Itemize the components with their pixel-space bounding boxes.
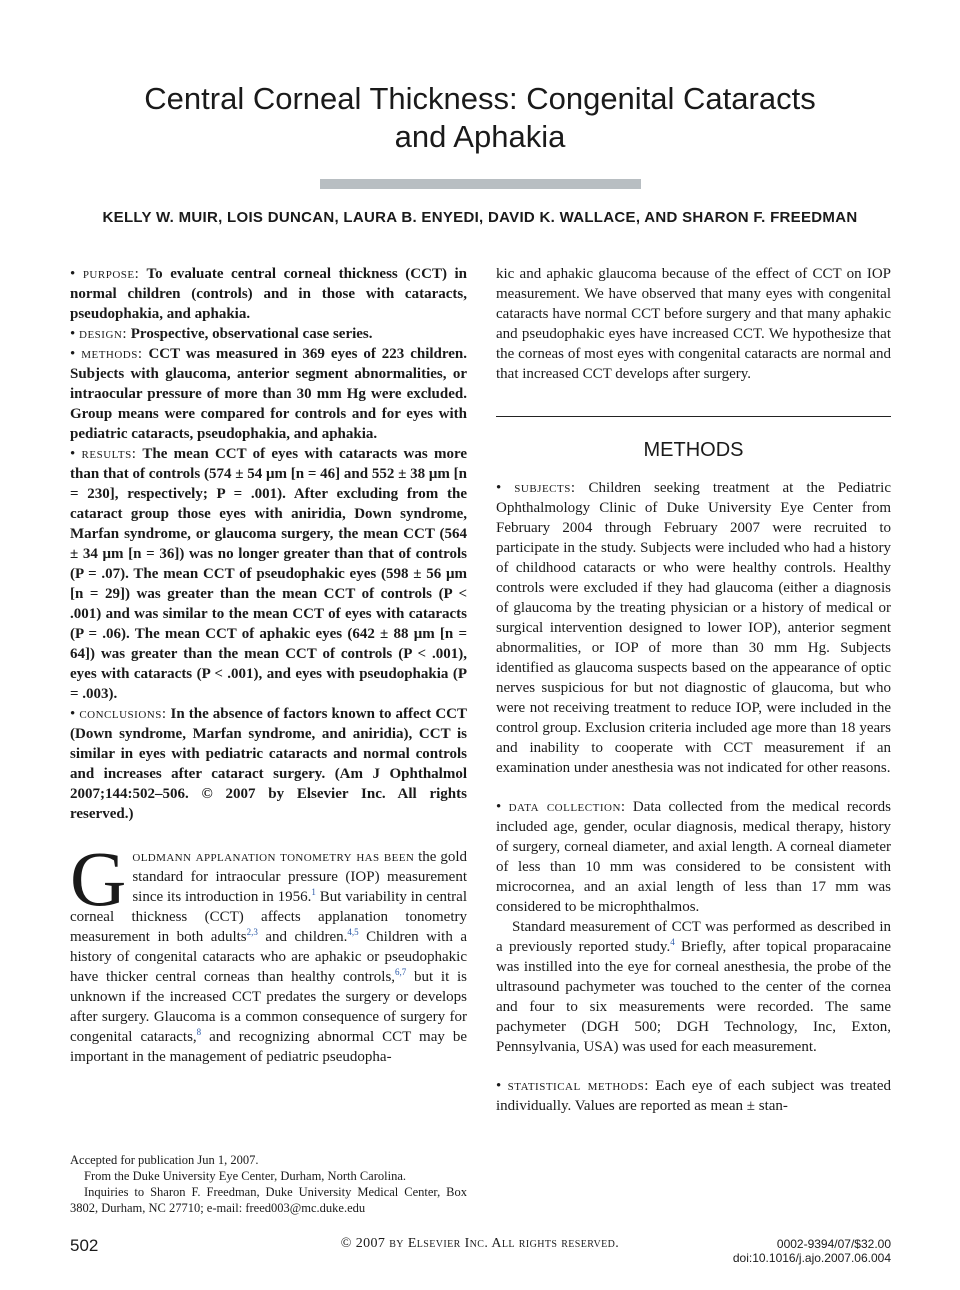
bullet-icon: •: [70, 346, 76, 362]
bullet-icon: •: [496, 799, 502, 815]
right-column: [496, 264, 891, 1116]
conclusions-label: conclusions:: [79, 706, 167, 722]
section-rule: [496, 416, 891, 417]
issn-price: 0002-9394/07/$32.00: [776, 1237, 891, 1251]
citation-link[interactable]: 6,7: [395, 967, 407, 977]
purpose-label: purpose:: [82, 266, 140, 282]
data-collection-label: data collection:: [508, 799, 626, 815]
footnote-inquiries: Inquiries to Sharon F. Freedman, Duke University Medical Center, Box 3802, Durham, NC 27710; e-mail: freed003@mc.duke.edu: [70, 1185, 467, 1215]
design-text: Prospective, observational case series.: [130, 326, 373, 342]
citation-link[interactable]: 4,5: [347, 927, 359, 937]
citation-link[interactable]: 1: [311, 887, 316, 897]
standard-text: Standard measurement of CCT was performed as described in a previously reported study.: [496, 919, 891, 955]
abstract-results: [70, 444, 467, 704]
copyright-line: © 2007 by Elsevier Inc. All rights reserved.: [340, 1236, 620, 1251]
article-title: [60, 80, 900, 156]
design-label: design:: [79, 326, 128, 342]
page-number: 502: [70, 1236, 99, 1255]
statistical-text: Each eye of each subject was treated individually. Values are reported as mean ± stan-: [496, 1078, 892, 1114]
intro-text: but it is unknown if the increased CCT predates the surgery or develops after surgery. Glaucoma is a common consequence of surgery for congenital cataracts,: [70, 969, 467, 1045]
bullet-icon: •: [70, 446, 76, 462]
title-line-2: and Aphakia: [394, 119, 566, 154]
statistical-label: statistical methods:: [507, 1078, 649, 1094]
data-collection-text: Data collected from the medical records included age, gender, ocular diagnosis, medical therapy, history of surgery, corneal diameter, and axial length. A corneal diameter of less than 10 mm was considered to be consistent with microcornea, and an axial length of less than 17 mm was considered to be microphthalmos.: [496, 799, 891, 915]
intro-text: Children with a history of congenital cataracts who are aphakic or pseudophakic have thicker central corneas than healthy controls,: [70, 929, 467, 985]
citation-link[interactable]: 2,3: [246, 927, 258, 937]
abstract-purpose: [70, 264, 467, 324]
intro-text: But variability in central corneal thickness (CCT) affects applanation tonometry measurement in both adults: [70, 889, 467, 945]
bullet-icon: •: [496, 480, 502, 496]
abstract: [70, 264, 467, 824]
bullet-icon: •: [70, 706, 76, 722]
methods-standard-measurement: [496, 917, 891, 1057]
methods-label: methods:: [81, 346, 143, 362]
drop-cap: G: [70, 835, 127, 922]
standard-text: Briefly, after topical proparacaine was instilled into the eye for corneal anesthesia, the probe of the ultrasound pachymeter was touched to the center of the cornea and four to six measurements were recorded. The same pachymeter (DGH 500; DGH Technology, Inc, Exton, Pennsylvania, USA) was used for each measurement.: [496, 939, 891, 1055]
citation-link[interactable]: 4: [670, 937, 675, 947]
purpose-text: To evaluate central corneal thickness (CCT) in normal children (controls) and in those with cataracts, pseudophakia, and aphakia.: [70, 266, 468, 322]
title-divider-bar: [320, 179, 641, 189]
abstract-methods: [70, 344, 467, 444]
bullet-icon: •: [70, 266, 76, 282]
citation-link[interactable]: 8: [196, 1027, 202, 1037]
intro-paragraph: [70, 835, 467, 1067]
abstract-design: [70, 324, 467, 344]
methods-subjects: [496, 478, 891, 778]
doi: doi:10.1016/j.ajo.2007.06.004: [732, 1251, 891, 1265]
title-line-1: Central Corneal Thickness: Congenital Cataracts: [144, 81, 816, 116]
methods-heading: METHODS: [643, 439, 744, 461]
intro-continuation: [496, 264, 891, 384]
article-identifiers: [733, 1237, 891, 1265]
intro-text: kic and aphakic glaucoma because of the effect of CCT on IOP measurement. We have observed that many eyes with congenital cataracts have normal CCT before surgery and that many aphakic and pseudophakic eyes have increased CCT. We hypothesize that the corneas of most eyes with congenital cataracts are normal and that increased CCT develops after surgery.: [496, 266, 891, 382]
left-column: [70, 264, 467, 1067]
bullet-icon: •: [496, 1078, 502, 1094]
methods-text: CCT was measured in 369 eyes of 223 children. Subjects with glaucoma, anterior segment abnormalities, or intraocular pressure of more than 30 mm Hg were excluded. Group means were compared for controls and for eyes with pediatric cataracts, pseudophakia, and aphakia.: [70, 346, 468, 442]
methods-statistical: [496, 1076, 891, 1116]
results-label: results:: [81, 446, 137, 462]
author-list: KELLY W. MUIR, LOIS DUNCAN, LAURA B. ENYEDI, DAVID K. WALLACE, AND SHARON F. FREEDMAN: [102, 209, 858, 226]
footnotes: [70, 1152, 467, 1216]
subjects-label: subjects:: [514, 480, 576, 496]
footnote-accepted: Accepted for publication Jun 1, 2007.: [70, 1153, 259, 1167]
abstract-conclusions: [70, 704, 467, 824]
intro-text: the gold standard for intraocular pressure (IOP) measurement since its introduction in 1956.: [132, 849, 467, 905]
intro-text: and recognizing abnormal CCT may be important in the management of pediatric pseudopha-: [70, 1029, 467, 1065]
conclusions-text: In the absence of factors known to affect CCT (Down syndrome, Marfan syndrome, and aniridia), CCT is similar in eyes with pediatric cataracts and normal controls and increases after cataract surgery. (Am J Ophthalmol 2007;144:502–506. © 2007 by Elsevier Inc. All rights reserved.): [70, 706, 468, 822]
results-text: The mean CCT of eyes with cataracts was more than that of controls (574 ± 54 μm [n = 46] and 552 ± 38 μm [n = 230], respectively; P = .001). After excluding from the cataract group those eyes with aniridia, Down syndrome, Marfan syndrome, or glaucoma surgery, the mean CCT (564 ± 34 μm [n = 36]) was no longer greater than that of controls (P = .07). The mean CCT of pseudophakic eyes (598 ± 56 μm [n = 29]) was greater than the mean CCT of controls (P < .001) and was similar to the mean CCT of eyes with cataracts (P = .06). The mean CCT of aphakic eyes (642 ± 88 μm [n = 64]) was greater than the mean CCT of controls (P < .001), eyes with cataracts (P < .001), and eyes with pseudophakia (P = .003).: [70, 446, 468, 702]
intro-text: and children.: [257, 929, 348, 945]
methods-data-collection: [496, 797, 891, 917]
footnote-affiliation: From the Duke University Eye Center, Durham, North Carolina.: [84, 1169, 406, 1183]
intro-lead-caps: oldmann applanation tonometry has been: [132, 849, 415, 865]
bullet-icon: •: [70, 326, 76, 342]
subjects-text: Children seeking treatment at the Pediatric Ophthalmology Clinic of Duke University Eye Center from February 2004 through February 2007 were recruited to participate in the study. Subjects were included who had a history of childhood cataracts or who were healthy controls. Healthy controls were excluded if they had glaucoma (either a diagnosis of glaucoma by the treating physician or a history of medical or surgical intervention designed to lower IOP), anterior segment abnormalities, or IOP of more than 30 mm Hg. Subjects identified as glaucoma suspects based on the appearance of optic nerves suspicious for but not diagnostic of glaucoma, but who were not receiving treatment to reduce IOP, were included in the control group. Exclusion criteria included age more than 18 years and inability to cooperate with CCT measurement if an examination under anesthesia was not indicated for other reasons.: [496, 480, 892, 776]
